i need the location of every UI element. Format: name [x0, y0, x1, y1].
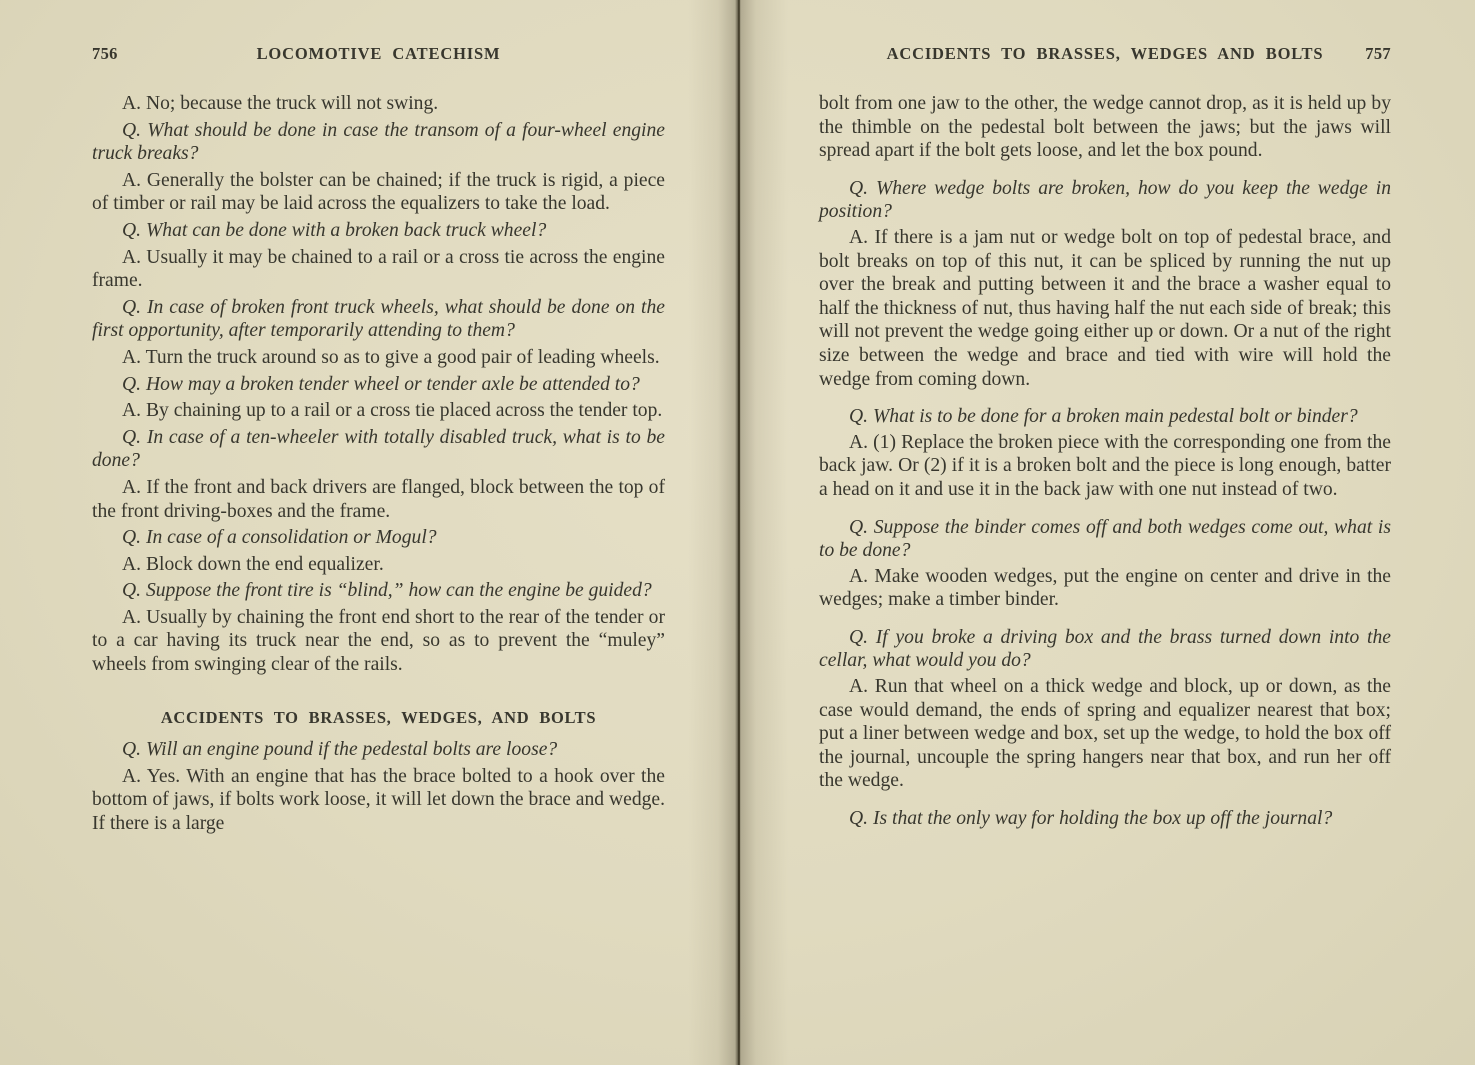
paragraph-question: Q. What can be done with a broken back truck wheel? [122, 219, 547, 241]
paragraph-answer: A. Block down the end equalizer. [122, 553, 384, 575]
paragraph-question: Q. Where wedge bolts are broken, how do you keep the wedge in position? [819, 177, 1391, 223]
paragraph-question: Q. How may a broken tender wheel or tender axle be attended to? [122, 373, 640, 395]
paragraph-answer: A. Generally the bolster can be chained; if the truck is rigid, a piece of timber or rail may be laid across the equalizers to take the load. [92, 169, 665, 215]
page-number: 756 [92, 44, 118, 63]
paragraph-answer: A. Run that wheel on a thick wedge and block, up or down, as the case would demand, the ends of spring and equalizer nearest that box; put a liner between wedge and box, set up the wedge, to hold the box off the journal, uncouple the spring hangers near that box, and run her off the wedge. [819, 676, 1391, 792]
page-body [819, 92, 1391, 831]
paragraph-answer: A. Turn the truck around so as to give a good pair of leading wheels. [122, 346, 660, 368]
paragraph-question: Q. Suppose the binder comes off and both wedges come out, what is to be done? [819, 516, 1391, 562]
paragraph-answer: A. Usually by chaining the front end short to the rear of the tender or to a car having its truck near the end, so as to prevent the “muley” wheels from swinging clear of the rails. [92, 606, 665, 676]
paragraph-question: Q. In case of broken front truck wheels, what should be done on the first opportunity, after temporarily attending to them? [92, 296, 665, 342]
paragraph-answer: A. If the front and back drivers are flanged, block between the top of the front driving-boxes and the frame. [92, 476, 665, 522]
left-page-header [92, 44, 665, 66]
paragraph-answer: A. No; because the truck will not swing. [122, 93, 439, 114]
paragraph-question: Q. In case of a consolidation or Mogul? [122, 527, 437, 549]
page-body [92, 92, 665, 836]
paragraph-question: Q. If you broke a driving box and the brass turned down into the cellar, what would you do? [819, 626, 1391, 672]
page-756 [0, 0, 737, 1065]
right-page-header [819, 44, 1391, 66]
paragraph-answer: A. (1) Replace the broken piece with the corresponding one from the back jaw. Or (2) if it is a broken bolt and the piece is long enough, batter a head on it and use it in the back jaw with one nut instead of two. [819, 431, 1391, 500]
paragraph-answer: A. Usually it may be chained to a rail or a cross tie across the engine frame. [92, 246, 665, 292]
paragraph-question: Q. What should be done in case the transom of a four-wheel engine truck breaks? [92, 119, 665, 165]
paragraph-question: Q. What is to be done for a broken main pedestal bolt or binder? [849, 406, 1358, 428]
paragraph-continuation: bolt from one jaw to the other, the wedge cannot drop, as it is held up by the thimble on the pedestal bolt between the jaws; but the jaws will spread apart if the bolt gets loose, and let the box pound. [819, 93, 1391, 162]
paragraph-question: Q. Is that the only way for holding the box up off the journal? [849, 808, 1333, 830]
paragraph-answer: A. If there is a jam nut or wedge bolt on top of pedestal brace, and bolt breaks on top of this nut, it can be spliced by running the nut up over the break and putting between it and the brace a washer equal to half the thickness of nut, thus having half the nut each side of break; this will not prevent the wedge going either up or down. Or a nut of the right size between the wedge and brace and tied with wire will hold the wedge from coming down. [819, 226, 1391, 390]
paragraph-answer: A. Make wooden wedges, put the engine on center and drive in the wedges; make a timber binder. [819, 565, 1391, 611]
paragraph-answer: A. Yes. With an engine that has the brace bolted to a hook over the bottom of jaws, if bolts work loose, it will let down the brace and wedge. If there is a large [92, 765, 666, 835]
paragraph-answer: A. By chaining up to a rail or a cross tie placed across the tender top. [122, 400, 663, 422]
paragraph-question: Q. Suppose the front tire is “blind,” how can the engine be guided? [122, 580, 652, 602]
paragraph-question: Q. In case of a ten-wheeler with totally disabled truck, what is to be done? [92, 426, 665, 472]
section-heading: ACCIDENTS TO BRASSES, WEDGES, AND BOLTS [160, 707, 597, 727]
page-number: 757 [1365, 44, 1391, 63]
paragraph-question: Q. Will an engine pound if the pedestal bolts are loose? [122, 739, 558, 761]
page-757 [737, 0, 1474, 1065]
running-title: LOCOMOTIVE CATECHISM [256, 44, 501, 63]
running-title: ACCIDENTS TO BRASSES, WEDGES AND BOLTS [886, 44, 1324, 63]
